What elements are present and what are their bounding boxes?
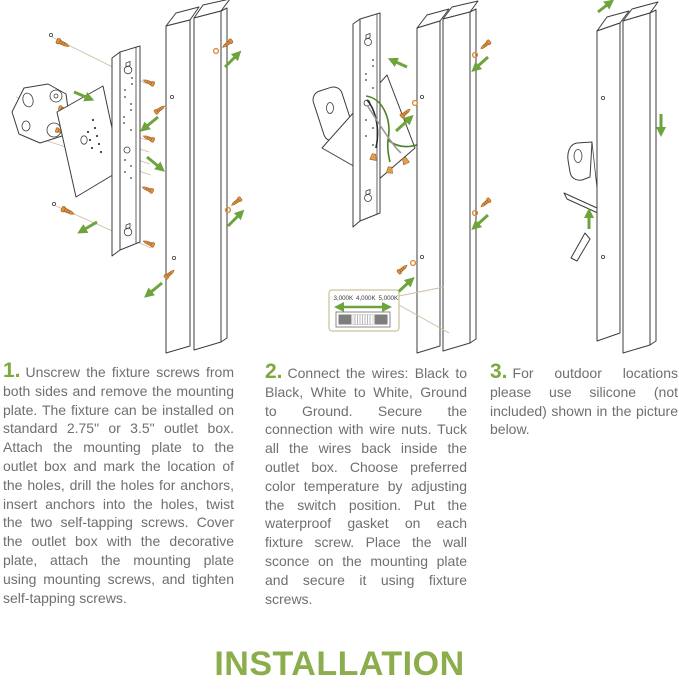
step-2-diagram bbox=[311, 1, 492, 353]
wall-sconce-fixture bbox=[166, 0, 230, 353]
step-1 bbox=[3, 359, 234, 607]
step-2-text: Connect the wires: Black to Black, White to White, Ground to Ground. Secure the connection with wire nuts. Tuck all the wires back inside the outlet box. Choose preferred color temperature by adjusting the switch position. Put the waterproof gasket on each fixture screw. Place the wall sconce on the mounting plate and secure it using fixture screws. bbox=[265, 365, 467, 607]
anchor-screw-icon bbox=[61, 206, 76, 217]
waterproof-gasket-icon bbox=[411, 261, 416, 266]
anchor-screw-icon bbox=[56, 38, 71, 49]
wall-sconce-fixture bbox=[597, 2, 658, 353]
step-1-diagram bbox=[12, 0, 242, 353]
fixture-screw-icon bbox=[154, 104, 166, 115]
self-tapping-screw-icon bbox=[142, 239, 155, 248]
wall-sconce-fixture bbox=[417, 1, 478, 353]
silicone-tube bbox=[571, 233, 590, 261]
step-2-number: 2. bbox=[265, 360, 283, 383]
color-temp-label-3000k: 3,000K bbox=[333, 295, 354, 302]
step-1-text: Unscrew the fixture screws from both sides and remove the mounting plate. The fixture can be installed on standard 2.75" or 3.5" outlet box. Attach the mounting plate to the outlet box and mark the location of the holes, drill the holes for anchors, insert anchors into the holes, twist the two self-tapping screws. Cover the outlet box with the decorative plate, attach the mounting plate using mounting screws, and tighten self-tapping screws. bbox=[3, 364, 234, 606]
wall-plate-profile bbox=[564, 142, 600, 214]
step-3-text: For outdoor locations please use silicone (not included) shown in the picture below. bbox=[490, 365, 678, 438]
fixture-screw-icon bbox=[397, 263, 409, 274]
step-3 bbox=[490, 360, 678, 439]
color-temp-label-4000k: 4,000K bbox=[356, 295, 376, 302]
step-2 bbox=[265, 360, 467, 608]
self-tapping-screw-icon bbox=[141, 185, 154, 194]
switch-slider bbox=[336, 312, 390, 327]
step-1-number: 1. bbox=[3, 359, 21, 382]
color-temp-label-5000k: 5,000K bbox=[378, 295, 399, 302]
fixture-screw-icon bbox=[479, 197, 491, 208]
step-3-number: 3. bbox=[490, 360, 508, 383]
page-title: INSTALLATION bbox=[214, 645, 465, 683]
mounting-plate bbox=[112, 46, 140, 256]
self-tapping-screw-icon bbox=[142, 134, 155, 143]
fixture-screw-icon bbox=[479, 39, 491, 50]
step-3-diagram bbox=[564, 2, 661, 353]
fixture-screw-icon bbox=[230, 196, 242, 207]
